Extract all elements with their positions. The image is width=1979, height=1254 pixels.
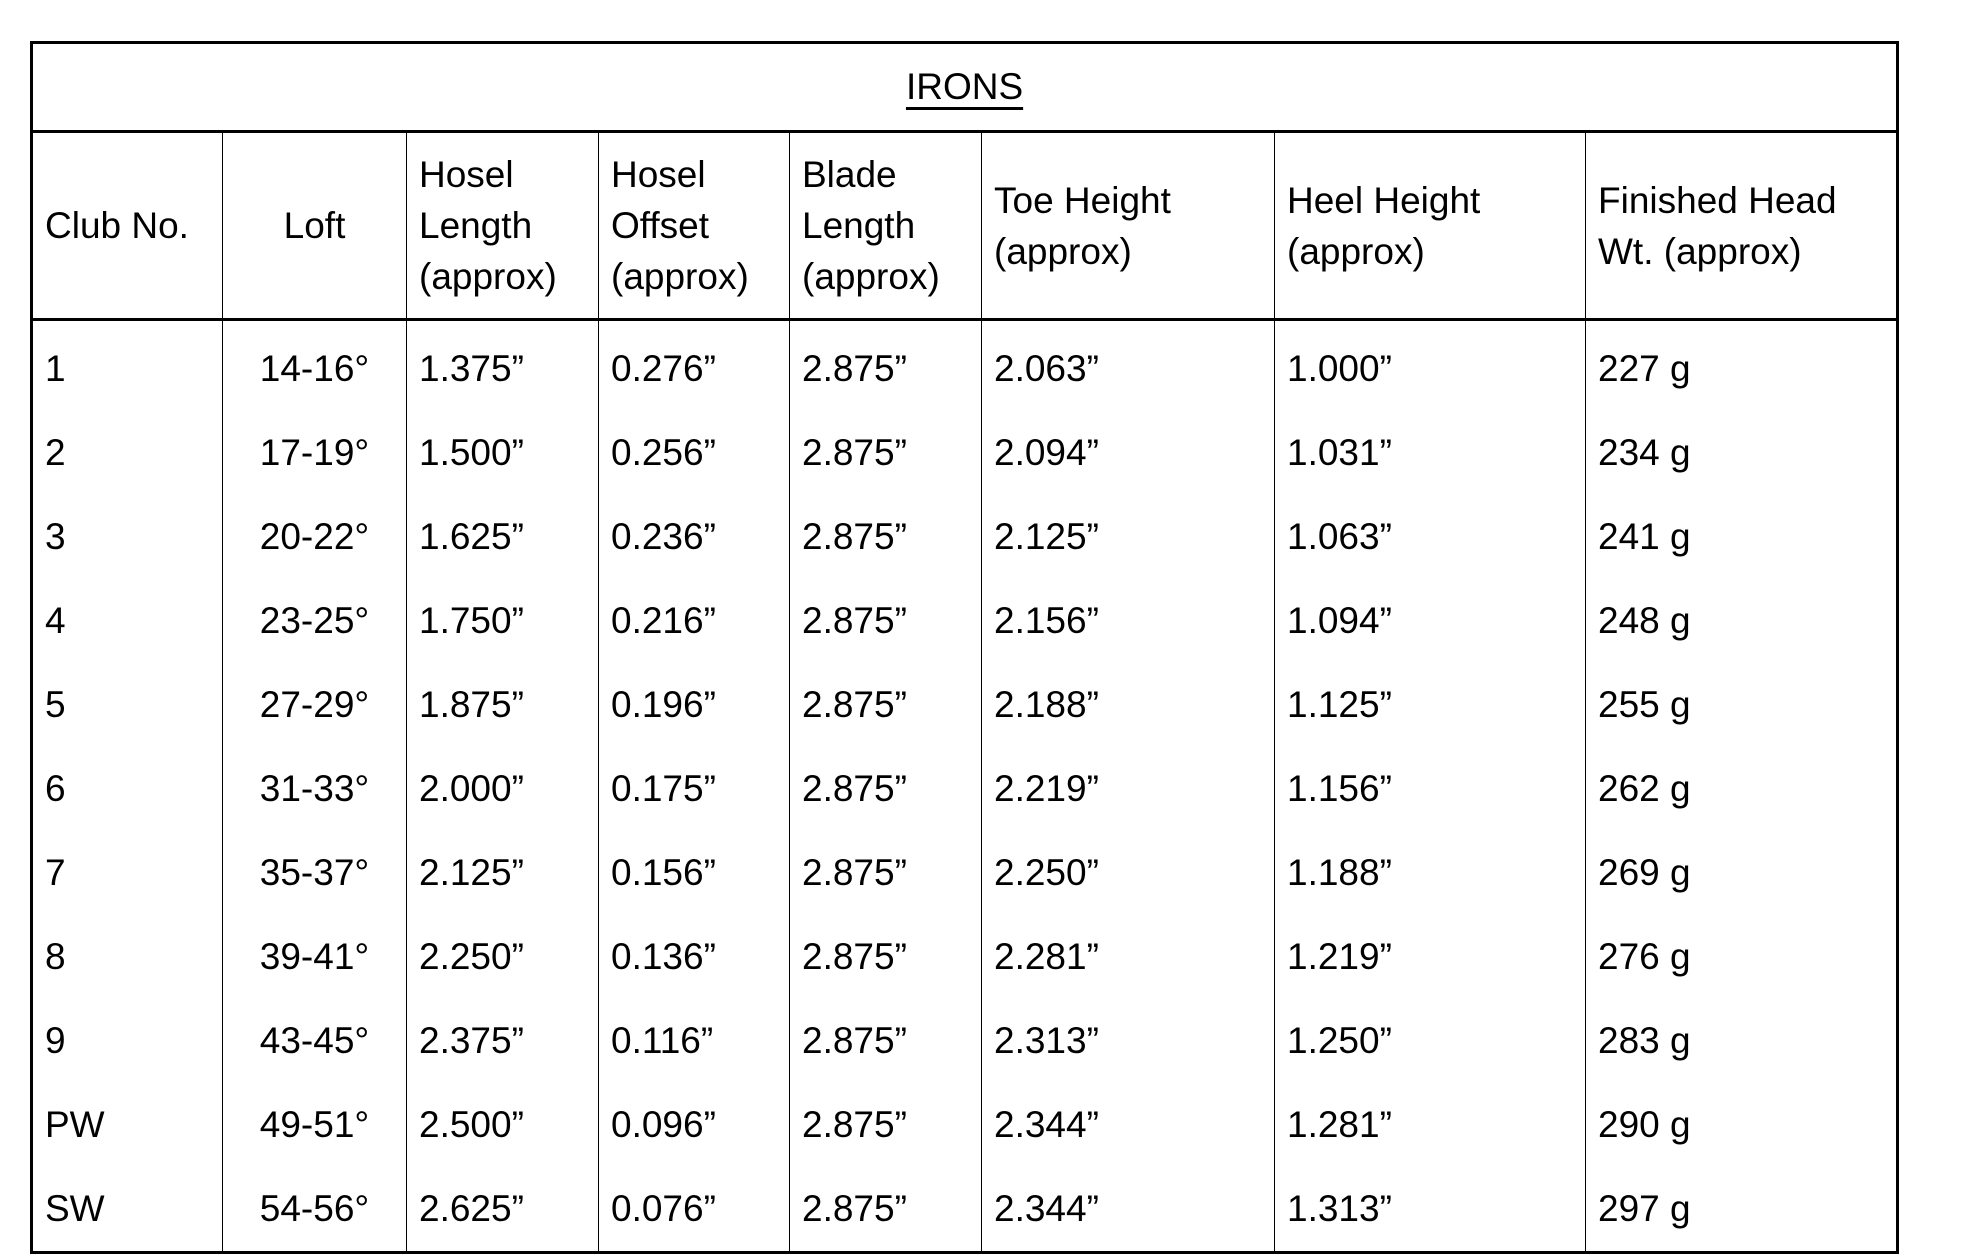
table-cell: 0.236” <box>599 495 790 579</box>
table-cell: 1.125” <box>1275 663 1586 747</box>
column-header <box>599 132 790 320</box>
table-row <box>32 831 1898 915</box>
table-cell: 20-22° <box>223 495 407 579</box>
table-cell: 1 <box>32 320 223 412</box>
table-cell: 9 <box>32 999 223 1083</box>
table-cell: 14-16° <box>223 320 407 412</box>
table-cell: 54-56° <box>223 1167 407 1253</box>
column-header-line: (approx) <box>802 256 940 297</box>
table-cell: 2.875” <box>790 747 982 831</box>
column-header-line: Hosel <box>611 154 706 195</box>
table-cell: 2.875” <box>790 999 982 1083</box>
column-header-line: (approx) <box>419 256 557 297</box>
column-header-line: (approx) <box>611 256 749 297</box>
table-row <box>32 495 1898 579</box>
table-cell: 2.344” <box>982 1167 1275 1253</box>
table-cell: 2.188” <box>982 663 1275 747</box>
table-cell: 1.500” <box>407 411 599 495</box>
table-cell: 2 <box>32 411 223 495</box>
table-cell: 2.875” <box>790 495 982 579</box>
table-cell: 2.875” <box>790 579 982 663</box>
table-cell: 1.188” <box>1275 831 1586 915</box>
table-row <box>32 663 1898 747</box>
table-cell: 35-37° <box>223 831 407 915</box>
table-row <box>32 320 1898 412</box>
column-header <box>982 132 1275 320</box>
table-cell: 0.196” <box>599 663 790 747</box>
table-cell: 1.875” <box>407 663 599 747</box>
column-header-line: Loft <box>284 205 346 246</box>
table-cell: 2.313” <box>982 999 1275 1083</box>
table-cell: 248 g <box>1586 579 1898 663</box>
table-title: IRONS <box>906 66 1023 107</box>
table-row <box>32 999 1898 1083</box>
table-cell: 255 g <box>1586 663 1898 747</box>
table-cell: 269 g <box>1586 831 1898 915</box>
column-header-line: Heel Height <box>1287 180 1480 221</box>
table-cell: 0.175” <box>599 747 790 831</box>
table-cell: 0.256” <box>599 411 790 495</box>
table-cell: 1.313” <box>1275 1167 1586 1253</box>
column-header <box>1275 132 1586 320</box>
table-cell: 1.063” <box>1275 495 1586 579</box>
table-cell: 7 <box>32 831 223 915</box>
table-cell: 2.125” <box>982 495 1275 579</box>
table-cell: 2.875” <box>790 1167 982 1253</box>
column-header-line: Wt. (approx) <box>1598 231 1802 272</box>
table-cell: 2.875” <box>790 915 982 999</box>
column-header <box>1586 132 1898 320</box>
column-header-line: Club No. <box>45 205 189 246</box>
table-row <box>32 579 1898 663</box>
table-cell: 43-45° <box>223 999 407 1083</box>
table-row <box>32 411 1898 495</box>
table-row <box>32 915 1898 999</box>
column-header-line: Offset <box>611 205 709 246</box>
table-row <box>32 1167 1898 1253</box>
column-header-line: (approx) <box>1287 231 1425 272</box>
table-cell: 23-25° <box>223 579 407 663</box>
column-header <box>407 132 599 320</box>
column-header <box>790 132 982 320</box>
table-cell: 2.000” <box>407 747 599 831</box>
table-cell: 17-19° <box>223 411 407 495</box>
table-cell: 2.281” <box>982 915 1275 999</box>
table-cell: 0.136” <box>599 915 790 999</box>
table-cell: 0.216” <box>599 579 790 663</box>
table-cell: 2.344” <box>982 1083 1275 1167</box>
table-cell: 0.076” <box>599 1167 790 1253</box>
table-cell: 2.094” <box>982 411 1275 495</box>
column-header-line: Blade <box>802 154 897 195</box>
table-cell: 2.875” <box>790 1083 982 1167</box>
table-row <box>32 747 1898 831</box>
table-cell: 0.156” <box>599 831 790 915</box>
table-cell: 4 <box>32 579 223 663</box>
table-cell: 27-29° <box>223 663 407 747</box>
table-row <box>32 1083 1898 1167</box>
column-header-line: Toe Height <box>994 180 1171 221</box>
title-row <box>32 43 1898 132</box>
table-cell: 1.750” <box>407 579 599 663</box>
table-cell: 234 g <box>1586 411 1898 495</box>
table-cell: 5 <box>32 663 223 747</box>
column-header-line: Finished Head <box>1598 180 1837 221</box>
table-cell: 2.375” <box>407 999 599 1083</box>
table-cell: 283 g <box>1586 999 1898 1083</box>
table-cell: 2.875” <box>790 663 982 747</box>
table-cell: PW <box>32 1083 223 1167</box>
table-cell: 0.116” <box>599 999 790 1083</box>
table-cell: 1.250” <box>1275 999 1586 1083</box>
header-row <box>32 132 1898 320</box>
column-header-line: Length <box>419 205 532 246</box>
table-cell: 39-41° <box>223 915 407 999</box>
table-cell: 241 g <box>1586 495 1898 579</box>
table-cell: 297 g <box>1586 1167 1898 1253</box>
table-cell: 1.156” <box>1275 747 1586 831</box>
table-cell: 290 g <box>1586 1083 1898 1167</box>
table-cell: 1.094” <box>1275 579 1586 663</box>
table-cell: 2.156” <box>982 579 1275 663</box>
table-cell: 1.031” <box>1275 411 1586 495</box>
table-cell: 8 <box>32 915 223 999</box>
table-cell: 2.875” <box>790 411 982 495</box>
table-cell: 276 g <box>1586 915 1898 999</box>
table-cell: 49-51° <box>223 1083 407 1167</box>
table-cell: 262 g <box>1586 747 1898 831</box>
table-cell: 2.875” <box>790 320 982 412</box>
table-cell: SW <box>32 1167 223 1253</box>
column-header <box>32 132 223 320</box>
table-cell: 0.276” <box>599 320 790 412</box>
table-cell: 1.000” <box>1275 320 1586 412</box>
column-header-line: Hosel <box>419 154 514 195</box>
table-cell: 31-33° <box>223 747 407 831</box>
table-cell: 2.125” <box>407 831 599 915</box>
table-cell: 2.875” <box>790 831 982 915</box>
table-cell: 1.625” <box>407 495 599 579</box>
table-cell: 227 g <box>1586 320 1898 412</box>
table-cell: 2.500” <box>407 1083 599 1167</box>
table-cell: 1.375” <box>407 320 599 412</box>
table-cell: 1.219” <box>1275 915 1586 999</box>
table-cell: 2.250” <box>407 915 599 999</box>
table-cell: 1.281” <box>1275 1083 1586 1167</box>
table-cell: 2.063” <box>982 320 1275 412</box>
table-cell: 2.625” <box>407 1167 599 1253</box>
table-cell: 3 <box>32 495 223 579</box>
table-cell: 2.219” <box>982 747 1275 831</box>
irons-spec-table <box>30 41 1899 1254</box>
table-cell: 0.096” <box>599 1083 790 1167</box>
table-body <box>32 320 1898 1253</box>
column-header <box>223 132 407 320</box>
column-header-line: Length <box>802 205 915 246</box>
column-header-line: (approx) <box>994 231 1132 272</box>
table-cell: 6 <box>32 747 223 831</box>
table-cell: 2.250” <box>982 831 1275 915</box>
